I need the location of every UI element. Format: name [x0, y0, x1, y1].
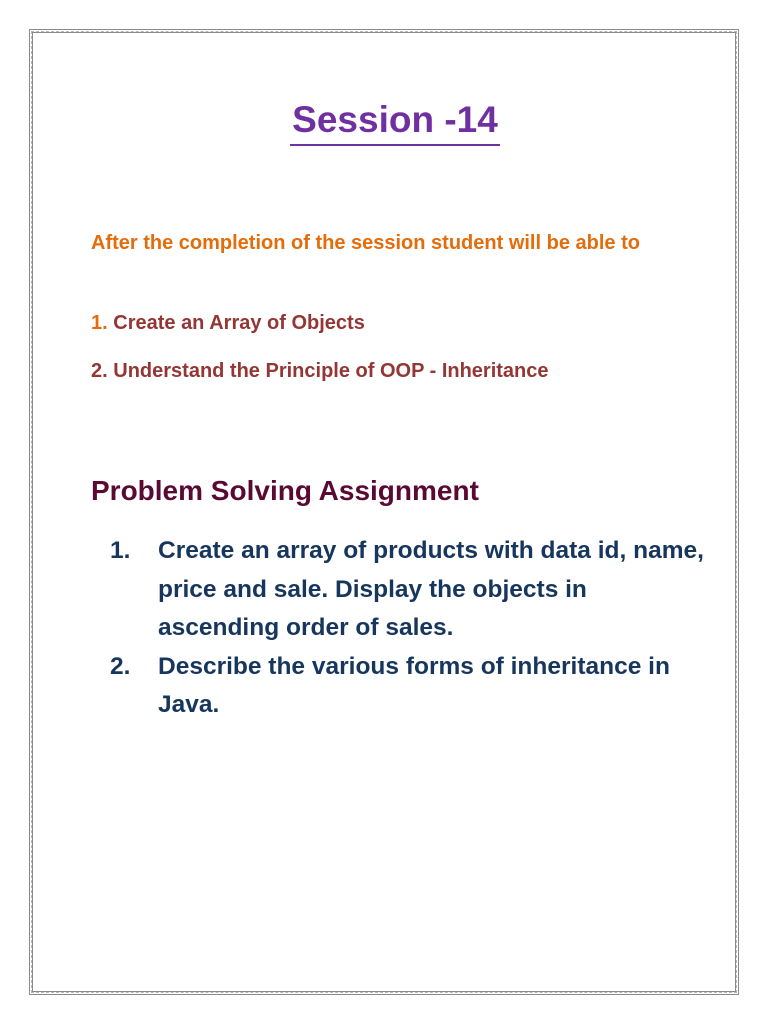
assignment-number: 1.	[110, 537, 131, 564]
assignment-number: 2.	[110, 652, 131, 680]
assignment-text: Create an array of products with data id, name, price and sale. Display the objects in ascending order of sales.	[158, 537, 704, 641]
assignment-text: Describe the various forms of inheritance in Java.	[158, 652, 670, 718]
page-border	[29, 29, 739, 995]
assignment-item	[110, 532, 710, 648]
intro-text: After the completion of the session student will be able to	[91, 232, 640, 254]
objective-number: 1.	[91, 312, 108, 334]
objective-number: 2.	[91, 360, 108, 382]
objective-item	[91, 309, 365, 337]
objective-text: Understand the Principle of OOP - Inheritance	[113, 360, 549, 382]
assignment-item	[110, 648, 710, 725]
objective-text: Create an Array of Objects	[113, 312, 365, 334]
assignment-list	[110, 532, 710, 725]
section-heading: Problem Solving Assignment	[91, 475, 479, 506]
session-title-heading	[0, 96, 768, 146]
objective-item	[91, 357, 549, 385]
session-title: Session -14	[290, 96, 500, 146]
